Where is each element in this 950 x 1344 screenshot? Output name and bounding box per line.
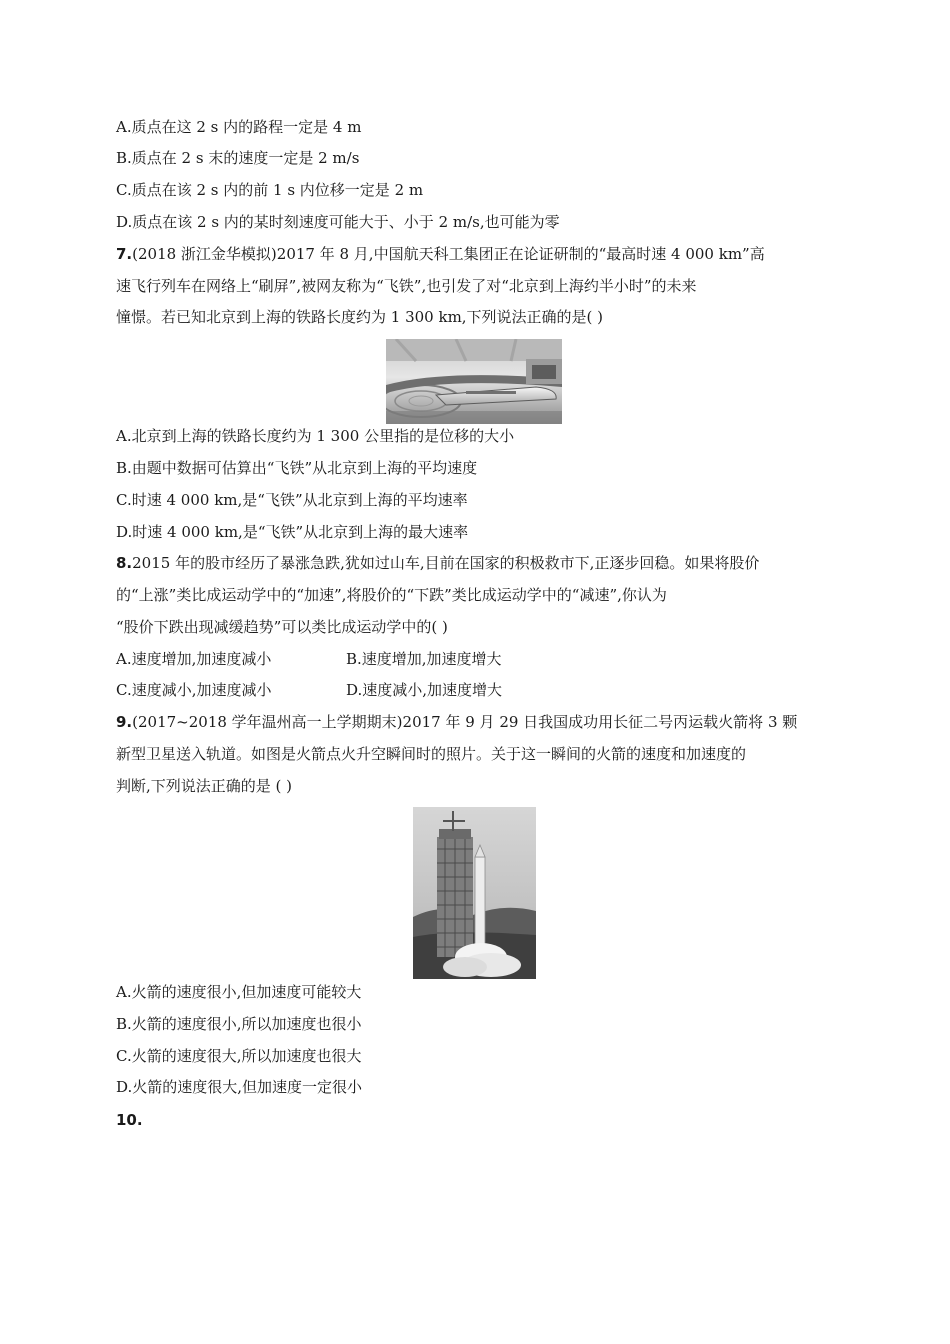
q7-stem-line-1 [116,244,765,264]
q7-option-c: C.时速 4 000 km,是“飞铁”从北京到上海的平均速率 [116,491,468,509]
q6-option-d: D.质点在该 2 s 内的某时刻速度可能大于、小于 2 m/s,也可能为零 [116,213,560,231]
q7-stem-line-3: 憧憬。若已知北京到上海的铁路长度约为 1 300 km,下列说法正确的是( ) [116,308,604,326]
q7-option-d: D.时速 4 000 km,是“飞铁”从北京到上海的最大速率 [116,523,469,541]
q9-stem-line-2: 新型卫星送入轨道。如图是火箭点火升空瞬间时的照片。关于这一瞬间的火箭的速度和加速度的 [116,745,747,763]
q9-option-d: D.火箭的速度很大,但加速度一定很小 [116,1078,363,1096]
q8-option-c: C.速度减小,加速度减小 [116,681,272,699]
q8-stem-line-1 [116,553,759,573]
q8-option-a: A.速度增加,加速度减小 [116,650,272,668]
q9-option-c: C.火箭的速度很大,所以加速度也很大 [116,1047,362,1065]
q9-stem-line-3: 判断,下列说法正确的是 ( ) [116,777,293,795]
q9-number: 9. [116,713,133,731]
q6-option-a: A.质点在这 2 s 内的路程一定是 4 m [116,118,362,136]
q8-stem-text-1: 2015 年的股市经历了暴涨急跌,犹如过山车,目前在国家的积极救市下,正逐步回稳。如果将股价 [132,554,760,572]
q10-stem-line-1 [116,1110,143,1130]
rocket-launch-image [413,807,536,979]
q8-option-d: D.速度减小,加速度增大 [346,681,503,699]
q8-number: 8. [116,554,133,572]
q8-option-b: B.速度增加,加速度增大 [346,650,502,668]
q10-number: 10. [116,1111,143,1129]
q9-option-b: B.火箭的速度很小,所以加速度也很小 [116,1015,362,1033]
q7-number: 7. [116,245,133,263]
q9-stem-line-1 [116,712,797,732]
q7-option-b: B.由题中数据可估算出“飞铁”从北京到上海的平均速度 [116,459,478,477]
maglev-train-image [386,339,562,424]
q7-stem-line-2: 速飞行列车在网络上“刷屏”,被网友称为“飞铁”,也引发了对“北京到上海约半小时”的未来 [116,277,697,295]
q6-option-c: C.质点在该 2 s 内的前 1 s 内位移一定是 2 m [116,181,424,199]
q8-stem-line-3: “股价下跌出现减缓趋势”可以类比成运动学中的( ) [116,618,448,636]
q8-stem-line-2: 的“上涨”类比成运动学中的“加速”,将股价的“下跌”类比成运动学中的“减速”,你认为 [116,586,667,604]
q7-stem-text-1: (2018 浙江金华模拟)2017 年 8 月,中国航天科工集团正在论证研制的“最高时速 4 000 km”高 [132,245,765,263]
q9-stem-text-1: (2017~2018 学年温州高一上学期期末)2017 年 9 月 29 日我国成功用长征二号丙运载火箭将 3 颗 [132,713,798,731]
q9-option-a: A.火箭的速度很小,但加速度可能较大 [116,983,362,1001]
q6-option-b: B.质点在 2 s 末的速度一定是 2 m/s [116,149,360,167]
q7-option-a: A.北京到上海的铁路长度约为 1 300 公里指的是位移的大小 [116,427,515,445]
